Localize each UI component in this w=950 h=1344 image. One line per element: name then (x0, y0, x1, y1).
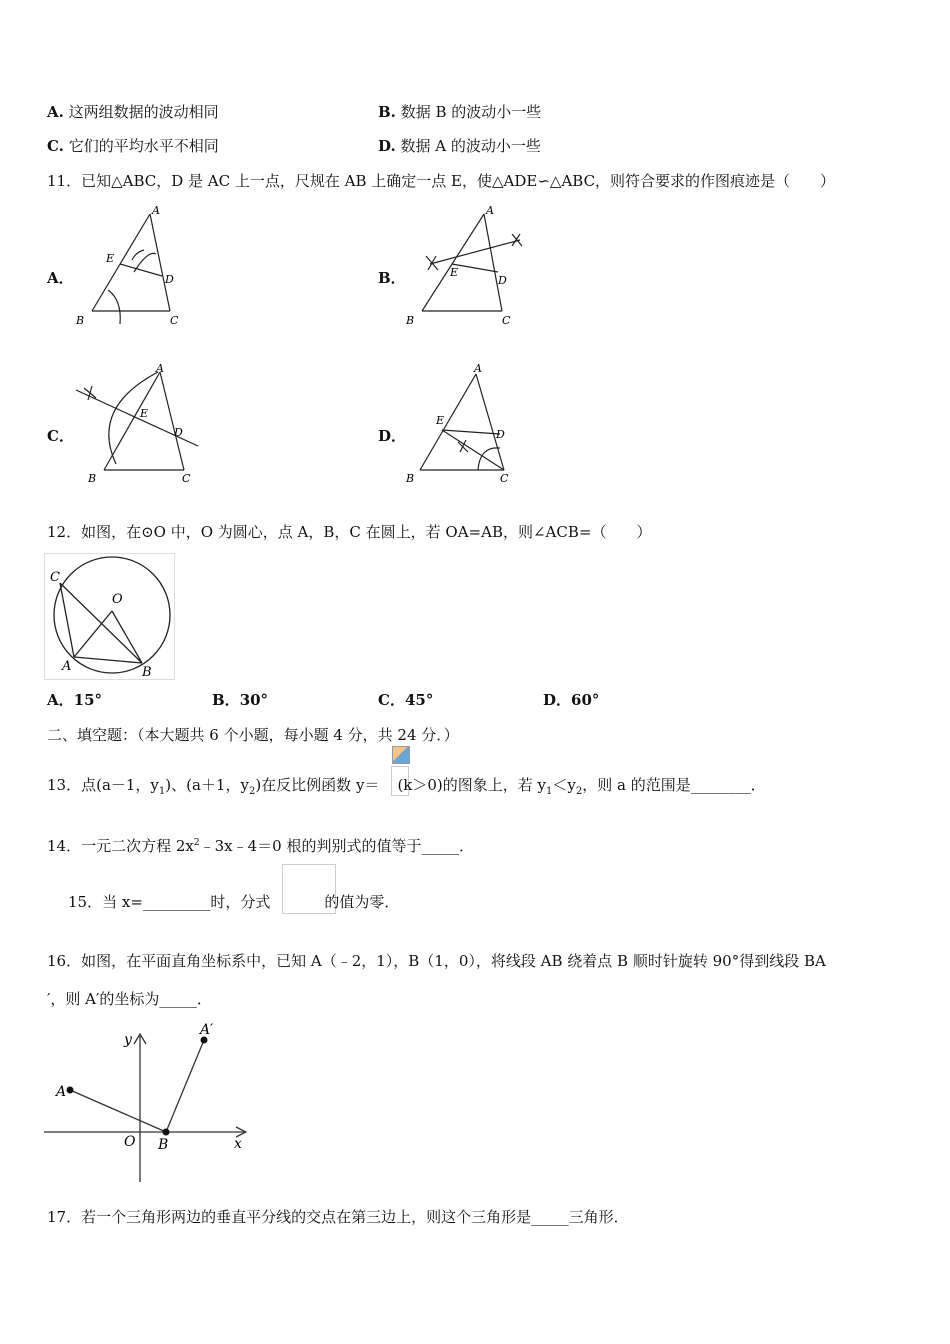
svg-text:A′: A′ (200, 1022, 214, 1038)
q12-option-d: D．60° (543, 691, 600, 709)
svg-text:B: B (406, 314, 415, 327)
q14-text: 14．一元二次方程 $2x^2﹣3x﹣4=0$ 根的判别式的值等于_____． (47, 837, 474, 855)
q11-figure-a (70, 200, 190, 330)
svg-text:B: B (142, 665, 152, 680)
q13-formula-image-icon (392, 746, 410, 764)
svg-text:B: B (88, 472, 97, 485)
q12-option-c: C．45° (378, 691, 434, 709)
q10-option-d: D. 数据 A 的波动小一些 (378, 137, 541, 155)
q11-label-b: B． (378, 269, 406, 287)
q11-figure-d (400, 360, 530, 490)
section-fill-in-heading: 二、填空题：（本大题共 6 个小题，每小题 4 分，共 24 分．） (47, 726, 459, 744)
svg-text:A: A (474, 362, 482, 375)
q16-line2: ′，则 A′的坐标为_____． (47, 990, 212, 1008)
q10-option-a: A. 这两组数据的波动相同 (47, 103, 219, 121)
q13-text: 13．点(a－1，$y_1$)、(a＋1，$y_2$)在反比例函数 y＝ (k＞0)的图象上，若 $y_1<y_2$，则 a 的范围是________． (47, 776, 766, 797)
svg-text:C: C (170, 314, 179, 327)
svg-text:x: x (234, 1136, 242, 1152)
svg-text:D: D (496, 428, 505, 441)
q12-option-b: B．30° (212, 691, 269, 709)
q11-label-d: D． (378, 427, 407, 445)
q16-coordinate-figure (44, 1022, 248, 1186)
svg-text:E: E (140, 407, 149, 420)
q17-text: 17．若一个三角形两边的垂直平分线的交点在第三边上，则这个三角形是_____三角形． (47, 1208, 629, 1226)
svg-text:O: O (112, 592, 123, 607)
q16-line1: 16．如图，在平面直角坐标系中，已知 A（﹣2，1），B（1，0），将线段 AB 绕着点 B 顺时针旋转 90°得到线段 BA (47, 952, 826, 970)
svg-text:B: B (76, 314, 85, 327)
q11-label-a: A． (47, 269, 74, 287)
svg-text:B: B (158, 1137, 169, 1153)
svg-text:y: y (124, 1032, 132, 1048)
q11-label-c: C． (47, 427, 74, 445)
q15-text: 15．当 x=_________时，分式 的值为零． (68, 893, 400, 911)
svg-text:E: E (450, 266, 459, 279)
q11-figure-c (70, 360, 205, 490)
svg-text:E: E (106, 252, 115, 265)
q11-figure-b (400, 200, 530, 330)
svg-text:D: D (165, 273, 174, 286)
svg-text:D: D (498, 274, 507, 287)
svg-text:B: B (406, 472, 415, 485)
svg-text:O: O (124, 1134, 136, 1150)
svg-text:C: C (502, 314, 511, 327)
q10-option-c: C. 它们的平均水平不相同 (47, 137, 219, 155)
q12-option-a: A．15° (47, 691, 103, 709)
svg-text:C: C (50, 570, 60, 585)
svg-text:A: A (152, 204, 160, 217)
svg-text:A: A (156, 362, 164, 375)
svg-text:E: E (436, 414, 445, 427)
q12-circle-figure (44, 553, 176, 681)
svg-text:A: A (56, 1084, 67, 1100)
q11-stem: 11．已知△ABC，D 是 AC 上一点，尺规在 AB 上确定一点 E，使△ADE∽△ABC，则符合要求的作图痕迹是（ ） (47, 172, 836, 190)
svg-text:A: A (486, 204, 494, 217)
q12-stem: 12．如图，在⊙O 中，O 为圆心，点 A，B，C 在圆上，若 OA=AB，则∠ACB=（ ） (47, 523, 652, 541)
svg-text:C: C (182, 472, 191, 485)
q10-option-b: B. 数据 B 的波动小一些 (378, 103, 542, 121)
svg-text:A: A (62, 659, 72, 674)
svg-text:C: C (500, 472, 509, 485)
svg-text:D: D (174, 426, 183, 439)
